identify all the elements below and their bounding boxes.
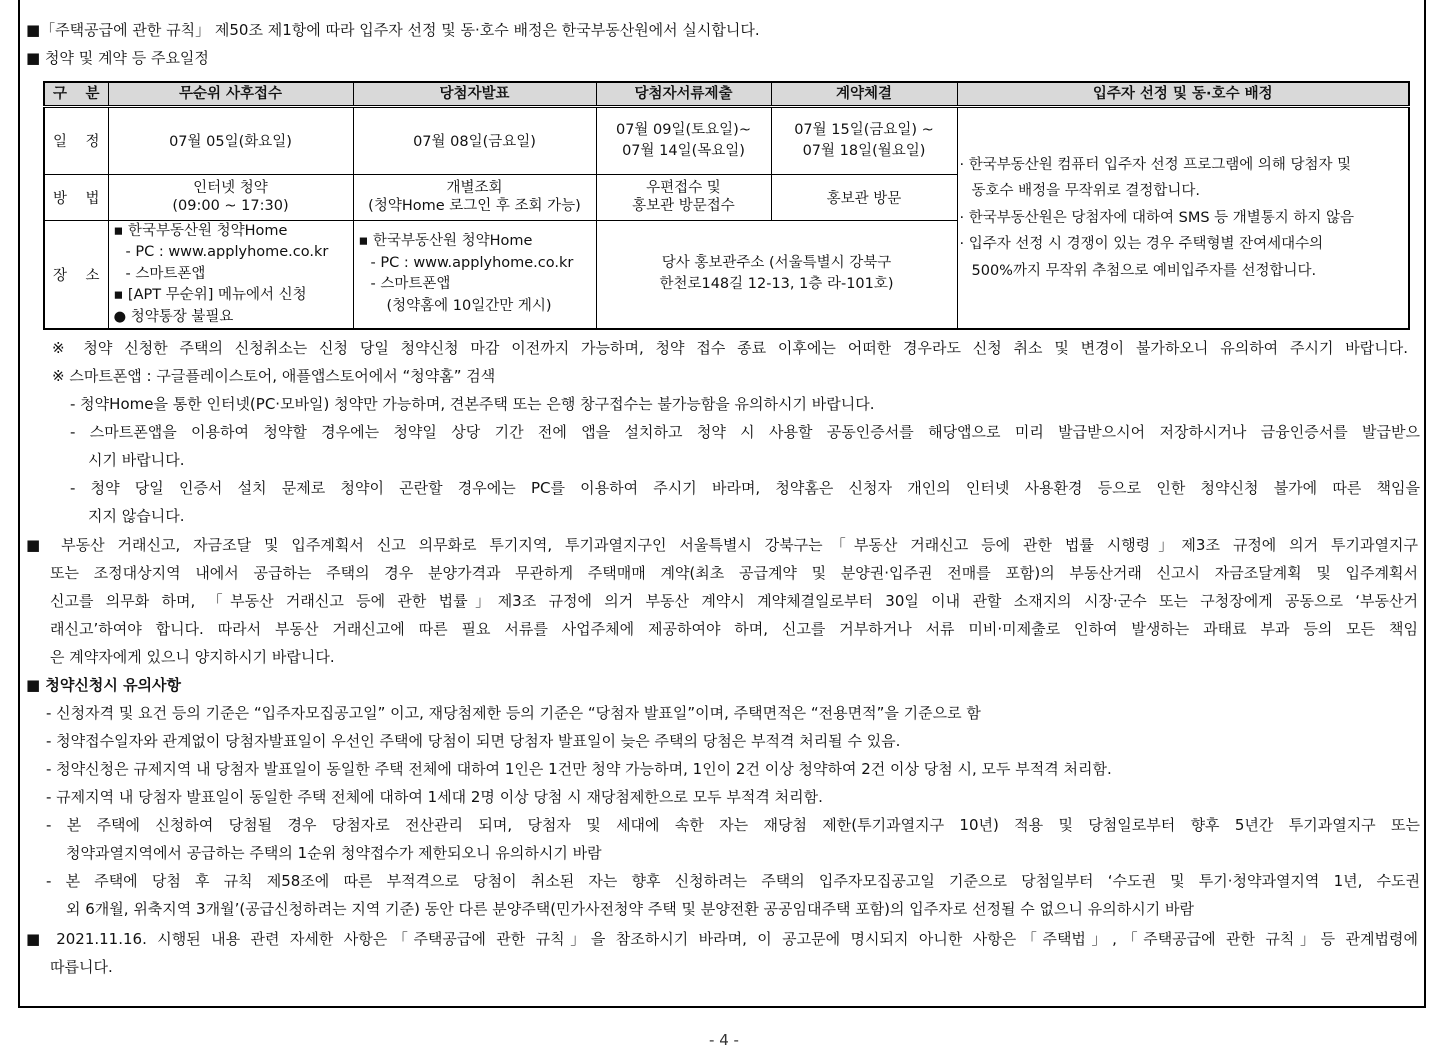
place-announce-line: - PC : www.applyhome.co.kr: [370, 254, 574, 271]
place-announce-line: - 스마트폰앱: [370, 276, 451, 293]
date-contract-cell: [771, 106, 957, 174]
realty-line: 래신고’하여야 합니다. 따라서 부동산 거래신고에 따른 필요 서류를 사업주체에 제공하여야 하며, 신고를 거부하거나 서류 미비·미제출로 인하여 발생하는 과태료 부과 등의 모든 책임: [50, 620, 1418, 638]
caution-heading-block: [26, 671, 1418, 699]
place-office-line: 한천로148길 12-13, 1층 라-101호): [659, 276, 894, 293]
method-docs-cell: [596, 174, 771, 220]
assign-note-line: 동호수 배정을 무작위로 결정합니다.: [971, 183, 1201, 199]
header-unranked: 무순위 사후접수: [108, 82, 353, 106]
note-item-line: - 청약Home을 통한 인터넷(PC·모바일) 청약만 가능하며, 견본주택 또는 은행 창구접수는 불가능함을 유의하시기 바랍니다.: [70, 395, 875, 413]
schedule-heading: ■ 청약 및 계약 등 주요일정: [26, 49, 209, 67]
caution-heading: ■ 청약신청시 유의사항: [26, 676, 182, 694]
date-docs-cell: [596, 106, 771, 174]
assign-note-line: · 입주자 선정 시 경쟁이 있는 경우 주택형별 잔여세대수의: [959, 236, 1324, 252]
method-contract: 홍보관 방문: [826, 190, 902, 207]
date-announce: 07월 08일(금요일): [413, 134, 536, 150]
schedule-table: [43, 81, 1410, 330]
place-unranked-line: ▪ [APT 무순위] 메뉴에서 신청: [113, 287, 307, 303]
header-category: [44, 82, 108, 106]
realty-report-paragraph: [26, 531, 1418, 671]
caution-item-line: 외 6개월, 위축지역 3개월’(공급신청하려는 지역 기준) 동안 다른 분양주택(민가사전청약 주택 및 분양전환 공공임대주택 포함)의 입주자로 선정될 수 없으니 유의하시기 바람: [66, 900, 1194, 918]
assign-note-line: 500%까지 무작위 추첨으로 예비입주자를 선정합니다.: [971, 262, 1317, 279]
place-unranked-line: - 스마트폰앱: [125, 265, 206, 282]
caution-item-line: - 신청자격 및 요건 등의 기준은 “입주자모집공고일” 이고, 재당첨제한 등의 기준은 “당첨자 발표일”이며, 주택면적은 “전용면적”을 기준으로 함: [46, 704, 981, 722]
date-announce-cell: [353, 106, 596, 174]
assign-notes-cell: [957, 106, 1409, 329]
schedule-notes: [52, 334, 1408, 390]
method-announce-line: 개별조회: [446, 180, 503, 196]
method-row-label-cell: [44, 174, 108, 220]
date-docs-end: 07월 14일(목요일): [622, 142, 745, 159]
place-office-cell: [596, 220, 957, 329]
caution-item-line: - 본 주택에 당첨 후 규칙 제58조에 따른 부적격으로 당첨이 취소된 자는 향후 신청하려는 주택의 입주자모집공고일 기준으로 당첨일부터 ‘수도권 및 투기·청약과열지역 1년, 수도권: [46, 872, 1420, 890]
date-docs-start: 07월 09일(토요일)~: [615, 121, 751, 138]
closing-line: 따릅니다.: [50, 958, 113, 976]
note-items: [70, 390, 1420, 530]
caution-item-line: - 청약신청은 규제지역 내 당첨자 발표일이 동일한 주택 전체에 대하여 1인은 1건만 청약 가능하며, 1인이 2건 이상 청약하여 2건 이상 당첨 시, 모두 부적격 처리함.: [46, 760, 1112, 778]
closing-line: ■ 2021.11.16. 시행된 내용 관련 자세한 사항은「주택공급에 관한 규칙」을 참조하시기 바라며, 이 공고문에 명시되지 아니한 사항은「주택법」,「주택공급에 관한 규칙」등 관계법령에: [26, 930, 1418, 948]
place-unranked-line: ▪ 한국부동산원 청약Home: [113, 222, 288, 239]
place-row-label: 장 소: [53, 267, 100, 284]
place-announce-line: (청약홈에 10일간만 게시): [386, 297, 552, 314]
realty-line: 또는 조정대상지역 내에서 공급하는 주택의 경우 분양가격과 무관하게 주택매매 계약(최초 공급계약 및 분양권·입주권 전매를 포함)의 부동산거래 신고시 자금조달계획 및 입주계획서: [50, 564, 1418, 582]
method-row-label: 방 법: [53, 190, 100, 207]
place-unranked-line: ● 청약통장 불필요: [113, 308, 234, 325]
place-row-label-cell: [44, 220, 108, 329]
table-header-row: [44, 82, 1409, 106]
header-category-label: 구 분: [53, 85, 100, 102]
caution-item-line: - 청약접수일자와 관계없이 당첨자발표일이 우선인 주택에 당첨이 되면 당첨자 발표일이 늦은 주택의 당첨은 부적격 처리될 수 있음.: [46, 732, 901, 750]
note-cancel: ※ 청약 신청한 주택의 신청취소는 신청 당일 청약신청 마감 이전까지 가능하며, 청약 접수 종료 이후에는 어떠한 경우라도 신청 취소 및 변경이 불가하오니 유의하여 주시기 바랍니다.: [52, 339, 1408, 357]
page-number: - 4 -: [709, 1031, 739, 1049]
date-row: [44, 106, 1409, 174]
realty-line: 은 계약자에게 있으니 양지하시기 바랍니다.: [50, 648, 335, 666]
method-docs-line: 우편접수 및: [646, 180, 721, 196]
closing-paragraph: [26, 925, 1418, 981]
caution-item-line: 청약과열지역에서 공급하는 주택의 1순위 청약접수가 제한되오니 유의하시기 바람: [66, 844, 602, 862]
place-unranked-line: - PC : www.applyhome.co.kr: [125, 244, 329, 260]
caution-item-line: - 본 주택에 신청하여 당첨될 경우 당첨자로 전산관리 되며, 당첨자 및 세대에 속한 자는 재당첨 제한(투기과열지구 10년) 적용 및 당첨일로부터 향후 5년간 투기과열지구 또는: [46, 816, 1420, 834]
date-contract-end: 07월 18일(월요일): [802, 142, 926, 159]
date-contract-start: 07월 15일(금요일) ~: [794, 121, 934, 138]
place-office-line: 당사 홍보관주소 (서울특별시 강북구: [661, 255, 892, 272]
note-app: ※ 스마트폰앱 : 구글플레이스토어, 애플앱스토어에서 “청약홈” 검색: [52, 367, 496, 385]
header-contract: 계약체결: [771, 82, 957, 106]
method-unranked-cell: [108, 174, 353, 220]
method-unranked-line: 인터넷 청약: [193, 180, 268, 196]
note-item-line: - 스마트폰앱을 이용하여 청약할 경우에는 청약일 상당 기간 전에 앱을 설치하고 청약 시 사용할 공동인증서를 해당앱으로 미리 발급받으시어 저장하시거나 금융인증서를 발급받으: [70, 423, 1420, 441]
method-unranked-line: (09:00 ~ 17:30): [172, 198, 289, 214]
intro-section: [26, 16, 1416, 72]
place-unranked-cell: [108, 220, 353, 329]
method-docs-line: 홍보관 방문접수: [632, 198, 735, 214]
caution-items: [46, 699, 1420, 923]
note-item-line: 지지 않습니다.: [88, 507, 185, 525]
note-item-line: - 청약 당일 인증서 설치 문제로 청약이 곤란할 경우에는 PC를 이용하여 주시기 바라며, 청약홈은 신청자 개인의 인터넷 사용환경 등으로 인한 청약신청 불가에 따른 책임을: [70, 479, 1420, 497]
method-announce-line: (청약Home 로그인 후 조회 가능): [368, 198, 581, 214]
method-announce-cell: [353, 174, 596, 220]
date-row-label-cell: [44, 106, 108, 174]
realty-line: 신고를 의무화 하며, 「부동산 거래신고 등에 관한 법률」제3조 규정에 의거 부동산 계약시 계약체결일로부터 30일 이내 관할 소재지의 시장·군수 또는 구청장에게 공동으로 ‘부동산거: [50, 592, 1418, 610]
place-announce-line: ▪ 한국부동산원 청약Home: [358, 233, 533, 250]
place-announce-cell: [353, 220, 596, 329]
realty-line: ■ 부동산 거래신고, 자금조달 및 입주계획서 신고 의무화로 투기지역, 투기과열지구인 서울특별시 강북구는「부동산 거래신고 등에 관한 법률 시행령」제3조 규정에 의거 투기과열지구: [26, 536, 1418, 554]
caution-item-line: - 규제지역 내 당첨자 발표일이 동일한 주택 전체에 대하여 1세대 2명 이상 당첨 시 재당첨제한으로 모두 부적격 처리함.: [46, 788, 823, 806]
date-unranked-cell: [108, 106, 353, 174]
intro-notice: ■「주택공급에 관한 규칙」 제50조 제1항에 따라 입주자 선정 및 동·호수 배정은 한국부동산원에서 실시합니다.: [26, 21, 760, 39]
date-row-label: 일 정: [53, 134, 100, 150]
note-item-line: 시기 바랍니다.: [88, 451, 185, 469]
header-announce: 당첨자발표: [353, 82, 596, 106]
assign-note-line: · 한국부동산원 컴퓨터 입주자 선정 프로그램에 의해 당첨자 및: [959, 156, 1352, 173]
assign-note-line: · 한국부동산원은 당첨자에 대하여 SMS 등 개별통지 하지 않음: [959, 209, 1355, 226]
header-docs: 당첨자서류제출: [596, 82, 771, 106]
header-assign: 입주자 선정 및 동·호수 배정: [957, 82, 1409, 106]
method-contract-cell: [771, 174, 957, 220]
date-unranked: 07월 05일(화요일): [169, 134, 292, 150]
